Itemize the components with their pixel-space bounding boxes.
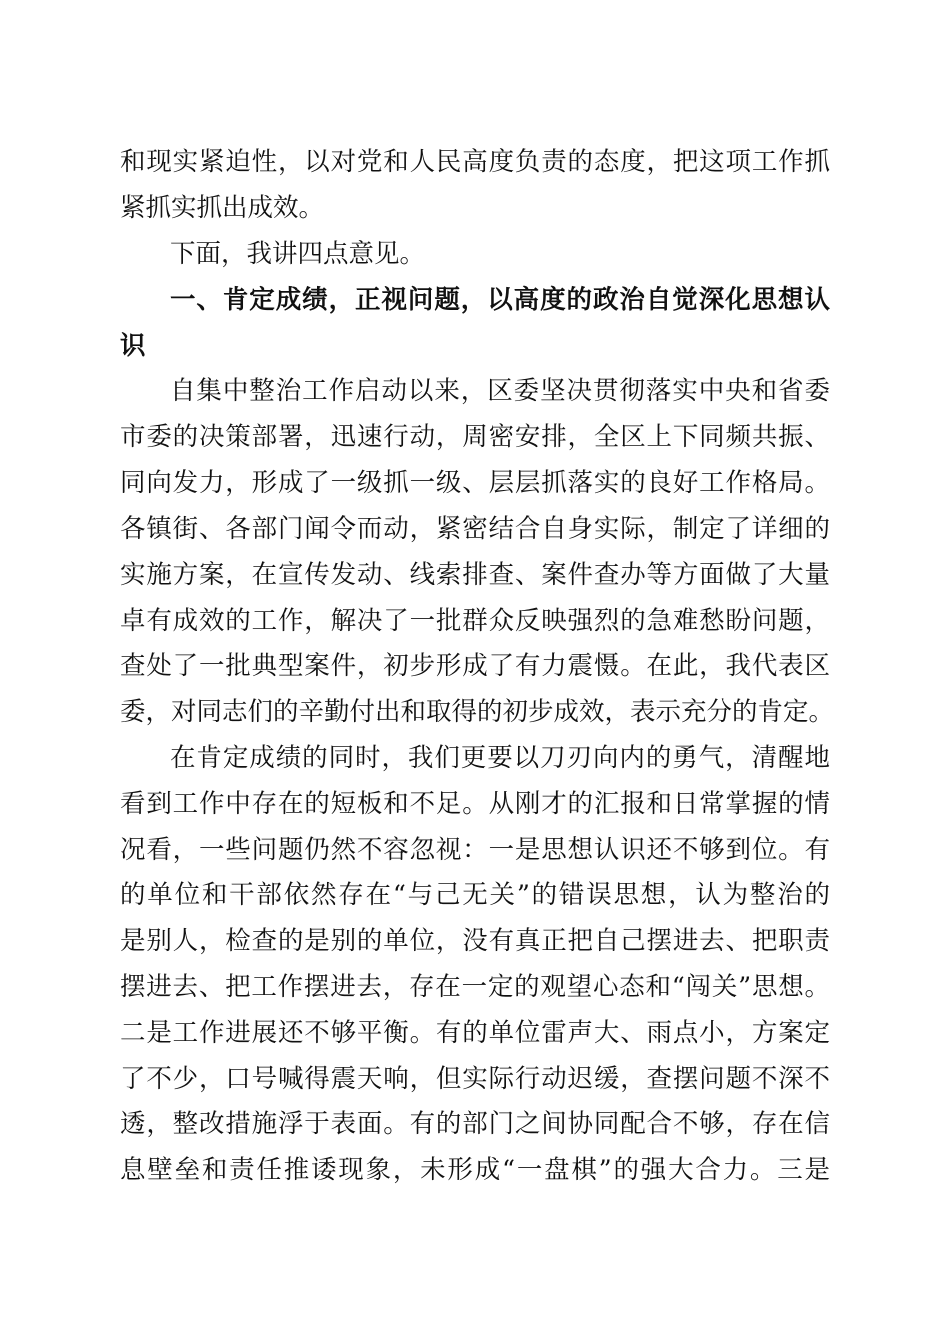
- text-line: 查处了一批典型案件，初步形成了有力震慑。在此，我代表区: [120, 651, 830, 681]
- text-line: 同向发力，形成了一级抓一级、层层抓落实的良好工作格局。: [120, 468, 830, 498]
- text-line: 况看，一些问题仍然不容忽视：一是思想认识还不够到位。有: [120, 835, 830, 865]
- text-line: 息壁垒和责任推诿现象，未形成“一盘棋”的强大合力。三是: [120, 1155, 830, 1185]
- text-line: 实施方案，在宣传发动、线索排查、案件查办等方面做了大量: [120, 560, 830, 590]
- text-line: 的单位和干部依然存在“与己无关”的错误思想，认为整治的: [120, 880, 830, 910]
- text-line: 各镇街、各部门闻令而动，紧密结合自身实际，制定了详细的: [120, 514, 830, 544]
- text-line: 下面，我讲四点意见。: [170, 239, 426, 269]
- text-line: 在肯定成绩的同时，我们更要以刀刃向内的勇气，清醒地: [170, 743, 830, 773]
- text-line: 了不少，口号喊得震天响，但实际行动迟缓，查摆问题不深不: [120, 1064, 830, 1094]
- text-line: 摆进去、把工作摆进去，存在一定的观望心态和“闯关”思想。: [120, 972, 830, 1002]
- text-line: 自集中整治工作启动以来，区委坚决贯彻落实中央和省委: [170, 376, 830, 406]
- text-line: 卓有成效的工作，解决了一批群众反映强烈的急难愁盼问题，: [120, 606, 830, 636]
- section-heading: 一、肯定成绩，正视问题，以高度的政治自觉深化思想认: [170, 285, 830, 315]
- text-line: 紧抓实抓出成效。: [120, 193, 325, 223]
- text-line: 看到工作中存在的短板和不足。从刚才的汇报和日常掌握的情: [120, 789, 830, 819]
- text-line: 委，对同志们的辛勤付出和取得的初步成效，表示充分的肯定。: [120, 697, 835, 727]
- section-heading: 识: [120, 331, 146, 361]
- text-line: 透，整改措施浮于表面。有的部门之间协同配合不够，存在信: [120, 1109, 830, 1139]
- text-line: 和现实紧迫性，以对党和人民高度负责的态度，把这项工作抓: [120, 147, 830, 177]
- text-line: 市委的决策部署，迅速行动，周密安排，全区上下同频共振、: [120, 422, 830, 452]
- text-line: 二是工作进展还不够平衡。有的单位雷声大、雨点小，方案定: [120, 1018, 830, 1048]
- text-line: 是别人，检查的是别的单位，没有真正把自己摆进去、把职责: [120, 926, 830, 956]
